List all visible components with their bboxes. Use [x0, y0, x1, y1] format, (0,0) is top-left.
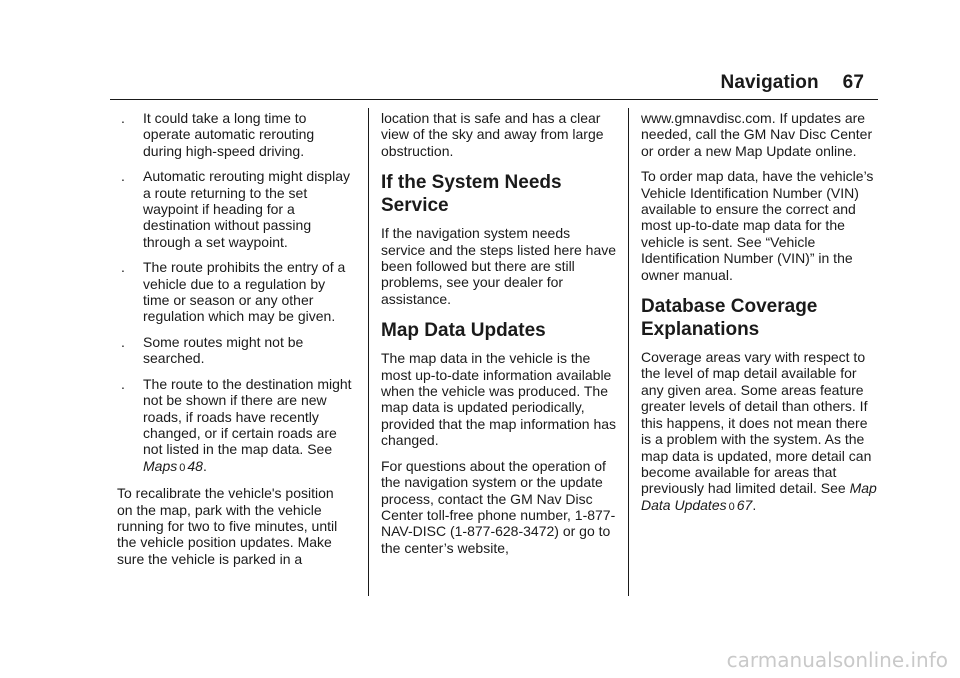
list-item: . It could take a long time to operate automatic rerouting during high-speed driving.: [121, 110, 315, 159]
bullet-icon: .: [121, 259, 125, 276]
continued-paragraph: www.gmnavdisc.com. If updates are needed, call the GM Nav Disc Center or order a new Map Update online.: [641, 110, 873, 159]
service-paragraph: If the navigation system needs service and the steps listed here have been followed but there are still problems, see your dealer for assistance.: [381, 225, 617, 307]
page-header: [721, 72, 864, 94]
continued-paragraph: location that is safe and has a clear view of the sky and away from large obstruction.: [381, 110, 604, 159]
contact-paragraph: For questions about the operation of the navigation system or the update process, contact the GM Nav Disc Center toll-free phone number, 1-877-NAV-DISC (1-877-628-3472) or go to the center’s website,: [381, 457, 616, 556]
map-data-updates-link[interactable]: Map Data Updates: [641, 480, 877, 513]
page-ref-icon: 0: [728, 500, 735, 513]
page-ref-icon: 0: [179, 461, 186, 474]
watermark: carmanualsonline.info: [726, 648, 948, 672]
bullet-list: [117, 110, 353, 476]
bullet-icon: .: [121, 168, 125, 185]
heading-map-data-updates: Map Data Updates: [381, 320, 546, 342]
section-title: Navigation: [720, 72, 819, 93]
maps-page-link[interactable]: 48: [187, 457, 203, 474]
list-item: . The route to the destination might not be shown if there are new roads, if roads have recently changed, or if certain roads are not listed in the map data. See Maps 0 48.: [121, 375, 352, 474]
map-data-updates-page-link[interactable]: 67: [736, 496, 753, 513]
column-1: [117, 110, 353, 576]
map-data-paragraph: The map data in the vehicle is the most up-to-date information available when the vehicle was produced. The map data is updated periodically, provided that the map information has changed.: [381, 350, 617, 449]
bullet-icon: .: [121, 110, 125, 126]
column-divider-1: [368, 108, 369, 596]
list-item: . Some routes might not be searched.: [121, 333, 304, 367]
heading-database-coverage: Database Coverage Explanations: [641, 296, 818, 341]
heading-system-service: If the System Needs Service: [381, 172, 562, 217]
column-divider-2: [628, 108, 629, 596]
page-number: 67: [842, 72, 864, 93]
bullet-icon: .: [121, 333, 125, 350]
list-item: . Automatic rerouting might display a route returning to the set waypoint if heading for a destination without passing through a set waypoint.: [121, 168, 350, 250]
maps-link[interactable]: Maps: [143, 457, 178, 474]
column-2: [381, 110, 617, 565]
coverage-paragraph: Coverage areas vary with respect to the level of map detail available for any given area. Some areas feature greater levels of detail than others. If this happens, it does not mean there is a problem with the system. As the map data is updated, more detail can become available for areas that previously had limited detail. See Map Data Updates 0 67.: [641, 349, 877, 513]
list-item: . The route prohibits the entry of a vehicle due to a regulation by time or season or any other regulation which may be given.: [121, 259, 346, 325]
column-3: [641, 110, 877, 524]
header-rule: [110, 99, 878, 100]
recalibrate-paragraph: To recalibrate the vehicle's position on the map, park with the vehicle running for two to five minutes, until the vehicle position updates. Make sure the vehicle is parked in a: [117, 485, 338, 567]
bullet-icon: .: [121, 375, 125, 392]
order-map-paragraph: To order map data, have the vehicle’s Vehicle Identification Number (VIN) available to ensure the correct and most up-to-date map data for the vehicle is sent. See “Vehicle Identification Number (VIN)” in the owner manual.: [641, 168, 874, 283]
